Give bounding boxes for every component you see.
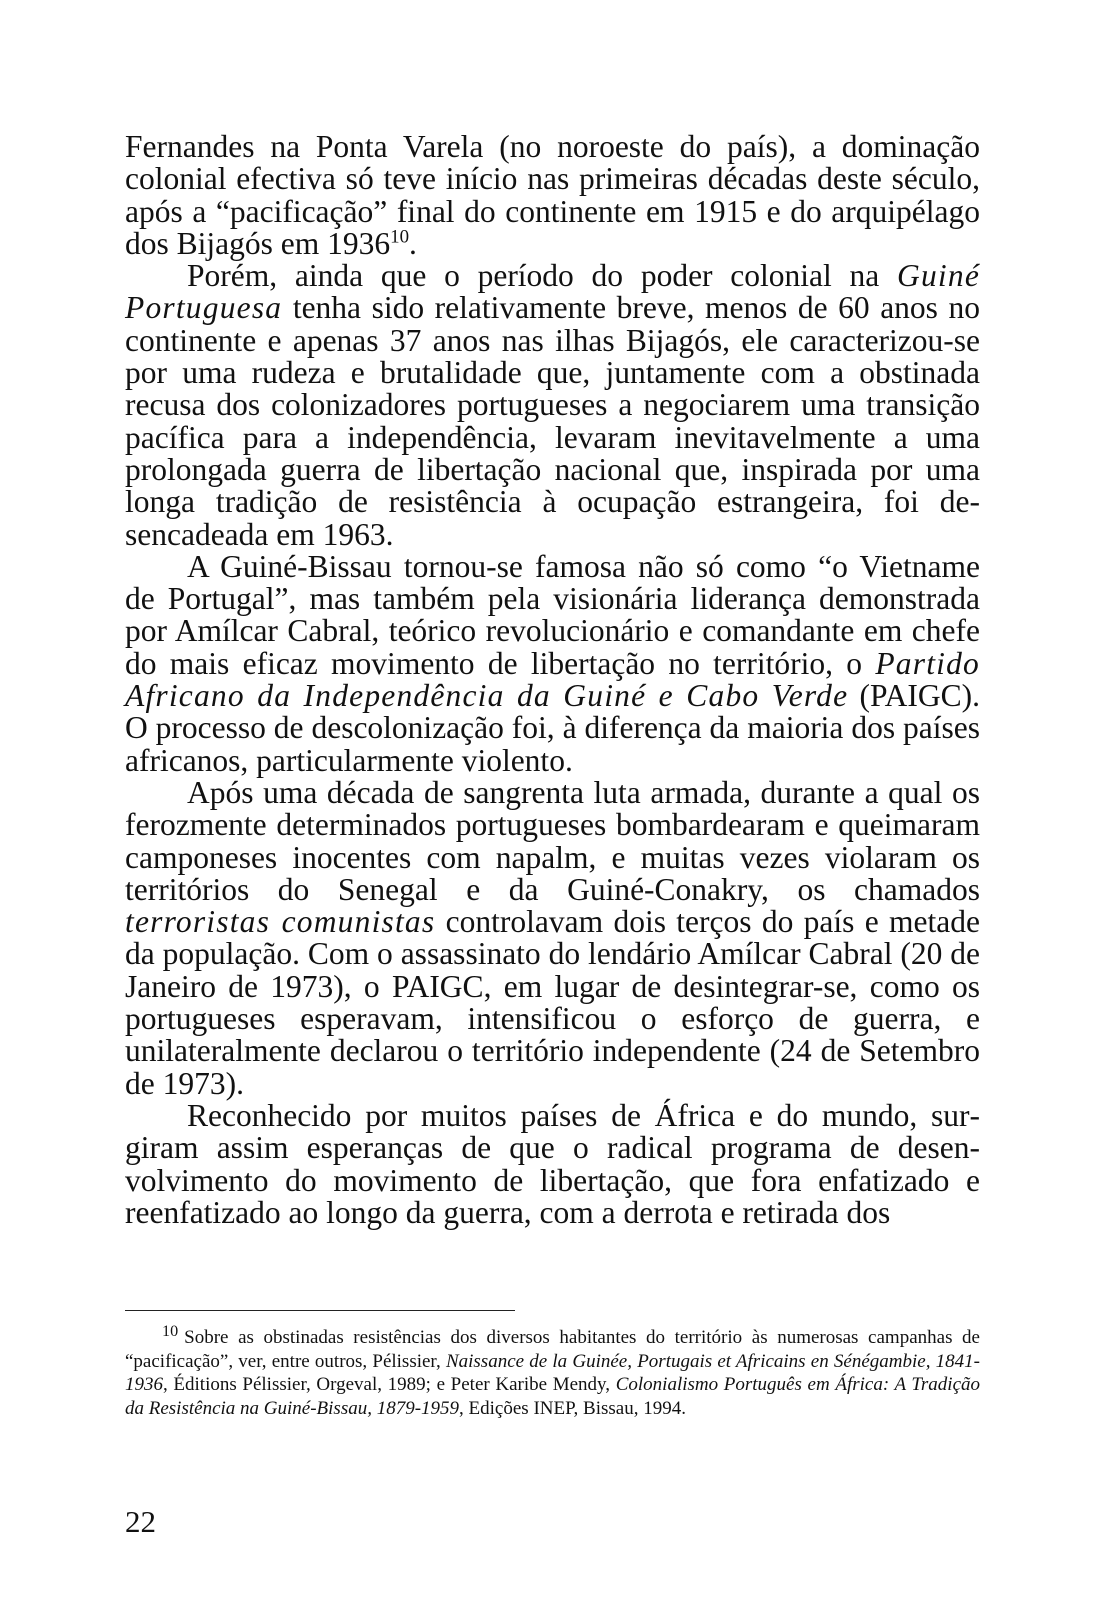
text-run: . [409,225,417,261]
text-run: Reconhecido por muitos países de África e do mundo, surgiram assim esperanças de que o radical programa de desenvolvimento do movimento de libertação, que fora enfatizado e reenfatizado ao longo da guerra, com a derrota e retirada dos [125,1097,980,1230]
text-run: Porém, ainda que o período do poder colonial na [187,258,898,294]
footnote-text: Sobre as obstinadas resistências dos diversos habitantes do território às numerosas campanhas de “pacificação”, ver, entre outros, Pélissier, [125,1327,980,1372]
paragraph [125,774,980,1101]
text-run: controlavam dois terços do país e metade da população. Com o assassinato do lendário Amílcar Cabral (20 de Janeiro de 1973), o PAIGC, em lugar de desintegrar-se, como os portugueses esperavam, intensificou o esforço de guerra, e unilateralmente declarou o território independente (24 de Setembro de 1973). [125,904,980,1101]
text-run: Após uma década de sangrenta luta armada, durante a qual os ferozmente determinados portugueses bombardearam e queimaram camponeses inocentes com napalm, e muitas vezes violaram os territórios do Senegal e da Guiné-Conakry, os chamados [125,774,980,907]
italic-term: Partido Africano da Independência da Guiné e Cabo Verde [125,645,980,714]
footnote-number: 10 [162,1322,179,1340]
footnote-title: Colonialismo Português em África: A Tradição da Resistência na Guiné-Bissau, 1879-1959 [125,1374,980,1419]
italic-term: terroristas comunistas [125,904,436,940]
text-run: tenha sido relativamente breve, menos de 60 anos no continente e apenas 37 anos nas ilhas Bijagós, ele caracterizou-se por uma rudeza e brutalidade que, juntamente com a obstinada recusa dos colonizadores portugueses a negociarem uma transição pacífica para a independência, levaram inevitavelmente a uma prolongada guerra de libertação nacional que, inspirada por uma longa tradição de resistência à ocupação estrangeira, foi desencadeada em 1963. [125,290,980,552]
footnote [125,1322,980,1420]
footnote-divider [125,1310,515,1311]
text-run: Fernandes na Ponta Varela (no noroeste do país), a dominação colonial efectiva só teve início nas primeiras décadas deste século, após a “pacificação” final do continente em 1915 e do arquipélago dos Bijagós em 1936 [125,129,980,261]
footnote-text: , Éditions Pélissier, Orgeval, 1989; e Peter Karibe Mendy, [163,1374,616,1396]
footnote-title: Naissance de la Guinée, Portugais et Africains en Sénégambie, 1841-1936 [125,1350,980,1396]
text-run: A Guiné-Bissau tornou-se famosa não só como “o Vietname de Portugal”, mas também pela visionária liderança demonstrada por Amílcar Cabral, teórico revolucionário e comandante em chefe do mais eficaz movimento de libertação no território, o [125,548,980,681]
footnote-reference[interactable]: 10 [390,226,410,248]
paragraph [125,548,981,778]
text-run: (PAIGC). O processo de descolonização foi, à diferença da maioria dos países africanos, particularmente violento. [125,678,981,778]
page-number: 22 [125,1504,156,1539]
paragraph [125,131,980,260]
italic-term: Guiné Portuguesa [125,258,980,326]
footnote-text: , Edições INEP, Bissau, 1994. [459,1397,686,1419]
paragraph [125,1097,980,1230]
paragraph [125,260,980,551]
body-text [125,131,980,1229]
